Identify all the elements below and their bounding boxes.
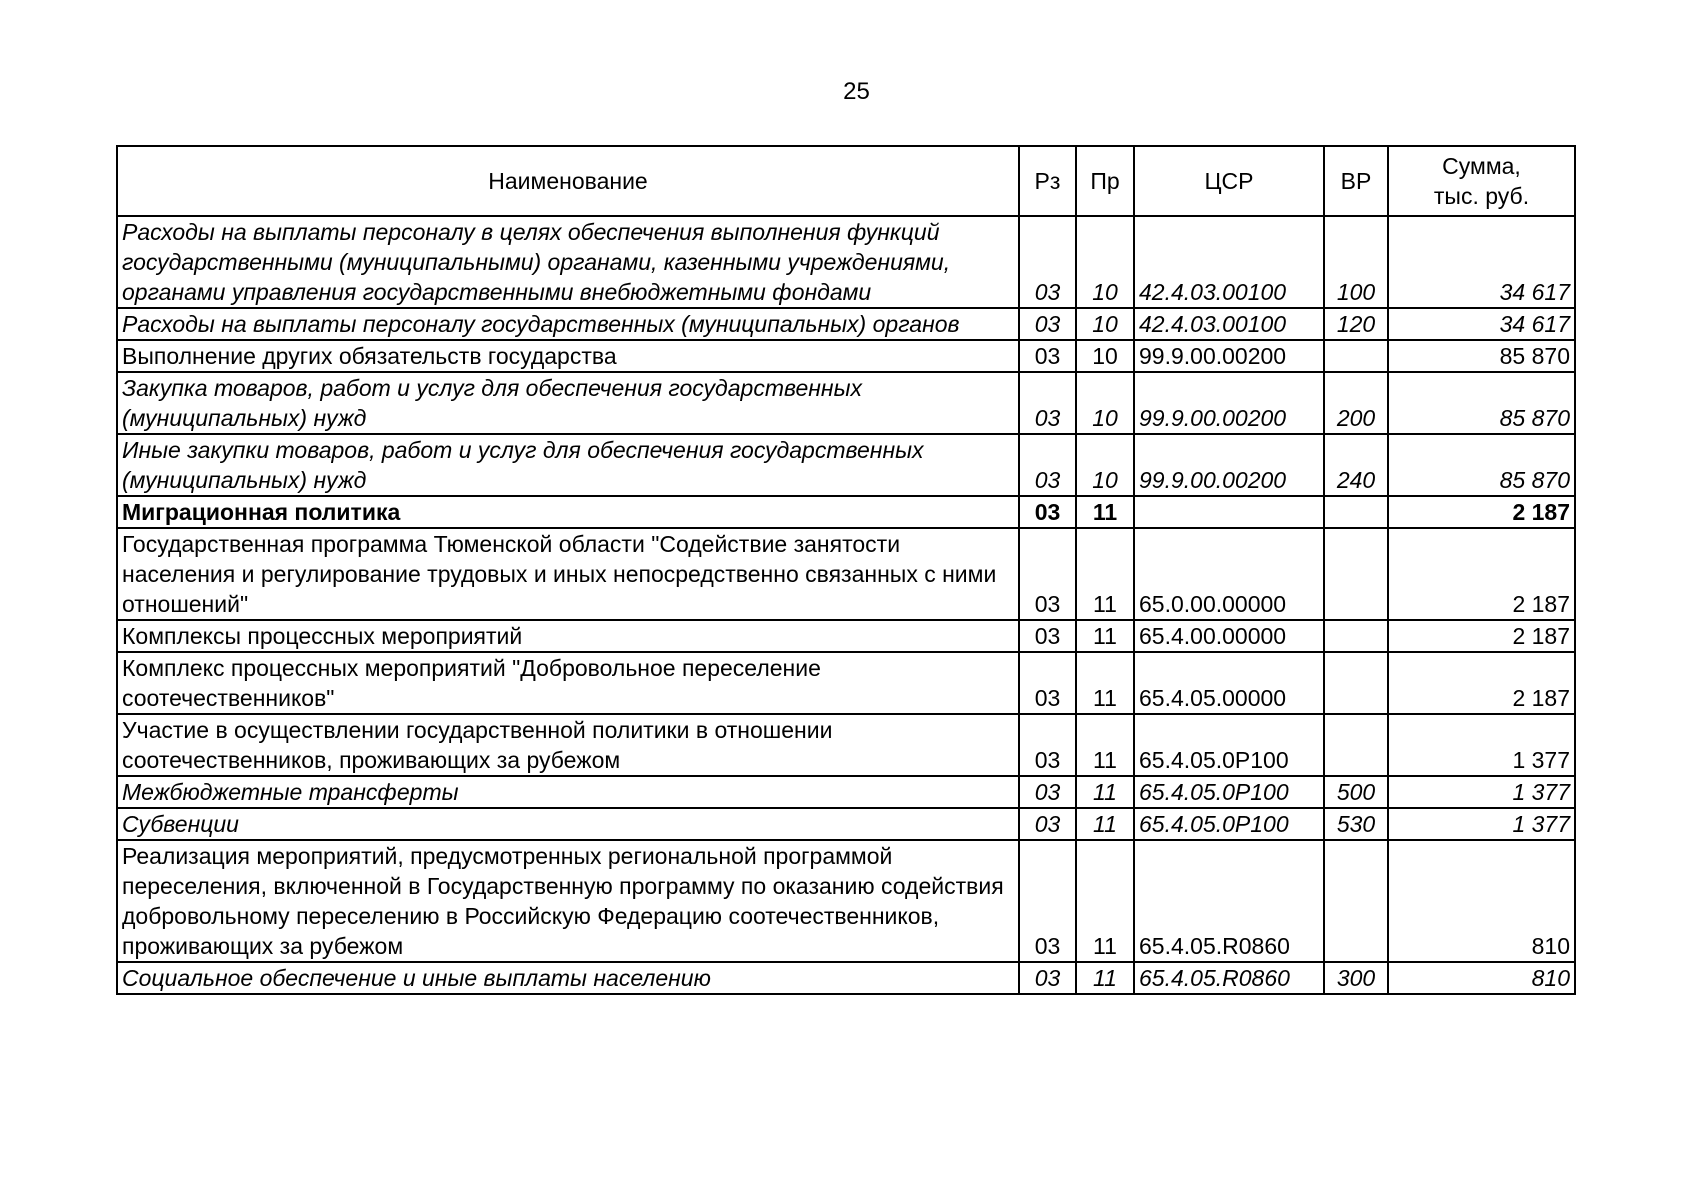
row-sum: 2 187 [1388,496,1575,528]
row-sum: 2 187 [1388,652,1575,714]
row-csr: 42.4.03.00100 [1134,216,1324,308]
row-sum: 85 870 [1388,372,1575,434]
page-number: 25 [843,78,870,105]
row-vr: 300 [1324,962,1388,994]
row-pr: 11 [1076,496,1134,528]
row-csr: 65.4.05.0P100 [1134,776,1324,808]
row-name: Социальное обеспечение и иные выплаты населению [117,962,1019,994]
row-csr: 99.9.00.00200 [1134,434,1324,496]
row-name: Государственная программа Тюменской области "Содействие занятости населения и регулирование трудовых и иных непосредственно связанных с ними отношений" [117,528,1019,620]
row-name: Расходы на выплаты персоналу государственных (муниципальных) органов [117,308,1019,340]
row-rz: 03 [1019,372,1076,434]
row-rz: 03 [1019,714,1076,776]
row-pr: 10 [1076,308,1134,340]
table-row [117,620,1575,652]
row-pr: 11 [1076,528,1134,620]
row-name: Комплексы процессных мероприятий [117,620,1019,652]
row-pr: 11 [1076,652,1134,714]
table-row [117,434,1575,496]
row-rz: 03 [1019,308,1076,340]
row-rz: 03 [1019,340,1076,372]
row-rz: 03 [1019,496,1076,528]
row-rz: 03 [1019,808,1076,840]
row-sum: 34 617 [1388,216,1575,308]
table-row [117,340,1575,372]
row-sum: 810 [1388,840,1575,962]
row-rz: 03 [1019,840,1076,962]
row-rz: 03 [1019,434,1076,496]
table-row [117,496,1575,528]
row-name: Миграционная политика [117,496,1019,528]
header-sum-line1: Сумма, [1442,153,1521,179]
row-pr: 11 [1076,962,1134,994]
row-sum: 85 870 [1388,434,1575,496]
row-sum: 1 377 [1388,776,1575,808]
row-pr: 11 [1076,776,1134,808]
row-pr: 11 [1076,840,1134,962]
row-name: Иные закупки товаров, работ и услуг для обеспечения государственных (муниципальных) нужд [117,434,1019,496]
row-sum: 1 377 [1388,808,1575,840]
row-vr [1324,340,1388,372]
table-row [117,840,1575,962]
row-pr: 10 [1076,340,1134,372]
row-csr: 65.4.05.R0860 [1134,840,1324,962]
table-row [117,308,1575,340]
row-csr: 65.4.05.0P100 [1134,714,1324,776]
row-name: Субвенции [117,808,1019,840]
table-row [117,528,1575,620]
header-rz: Рз [1019,146,1076,216]
table-row [117,776,1575,808]
row-vr [1324,496,1388,528]
row-vr [1324,652,1388,714]
row-name: Выполнение других обязательств государства [117,340,1019,372]
row-name: Расходы на выплаты персоналу в целях обеспечения выполнения функций государственными (муниципальными) органами, казенными учреждениями, органами управления государственными внебюджетными фондами [117,216,1019,308]
row-rz: 03 [1019,652,1076,714]
row-sum: 2 187 [1388,528,1575,620]
row-csr: 65.4.05.0P100 [1134,808,1324,840]
row-sum: 2 187 [1388,620,1575,652]
row-name: Закупка товаров, работ и услуг для обеспечения государственных (муниципальных) нужд [117,372,1019,434]
row-sum: 85 870 [1388,340,1575,372]
row-name: Комплекс процессных мероприятий "Добровольное переселение соотечественников" [117,652,1019,714]
row-csr: 99.9.00.00200 [1134,340,1324,372]
row-name: Реализация мероприятий, предусмотренных региональной программой переселения, включенной в Государственную программу по оказанию содействия добровольному переселению в Российскую Федерацию соотечественников, проживающих за рубежом [117,840,1019,962]
row-sum: 34 617 [1388,308,1575,340]
row-vr [1324,840,1388,962]
row-rz: 03 [1019,962,1076,994]
row-pr: 11 [1076,808,1134,840]
row-pr: 10 [1076,372,1134,434]
row-name: Межбюджетные трансферты [117,776,1019,808]
row-rz: 03 [1019,776,1076,808]
row-rz: 03 [1019,528,1076,620]
row-name: Участие в осуществлении государственной политики в отношении соотечественников, проживающих за рубежом [117,714,1019,776]
row-pr: 11 [1076,714,1134,776]
row-vr [1324,620,1388,652]
row-csr: 42.4.03.00100 [1134,308,1324,340]
row-sum: 810 [1388,962,1575,994]
row-vr [1324,528,1388,620]
row-rz: 03 [1019,216,1076,308]
header-pr: Пр [1076,146,1134,216]
row-csr: 65.4.05.00000 [1134,652,1324,714]
table-header-row [117,146,1575,216]
row-vr: 200 [1324,372,1388,434]
row-vr: 530 [1324,808,1388,840]
header-csr: ЦСР [1134,146,1324,216]
row-pr: 10 [1076,434,1134,496]
header-sum [1388,146,1575,216]
table-row [117,714,1575,776]
table-row [117,216,1575,308]
table-row [117,808,1575,840]
row-vr: 120 [1324,308,1388,340]
header-sum-line2: тыс. руб. [1433,183,1530,209]
budget-table [116,145,1576,995]
row-vr [1324,714,1388,776]
row-sum: 1 377 [1388,714,1575,776]
row-vr: 500 [1324,776,1388,808]
row-csr: 65.4.05.R0860 [1134,962,1324,994]
row-vr: 100 [1324,216,1388,308]
table-body [117,216,1575,994]
row-csr: 99.9.00.00200 [1134,372,1324,434]
row-csr [1134,496,1324,528]
row-csr: 65.4.00.00000 [1134,620,1324,652]
table-row [117,652,1575,714]
row-vr: 240 [1324,434,1388,496]
table-row [117,372,1575,434]
table-row [117,962,1575,994]
header-vr: ВР [1324,146,1388,216]
row-pr: 10 [1076,216,1134,308]
row-csr: 65.0.00.00000 [1134,528,1324,620]
row-pr: 11 [1076,620,1134,652]
row-rz: 03 [1019,620,1076,652]
header-name: Наименование [117,146,1019,216]
